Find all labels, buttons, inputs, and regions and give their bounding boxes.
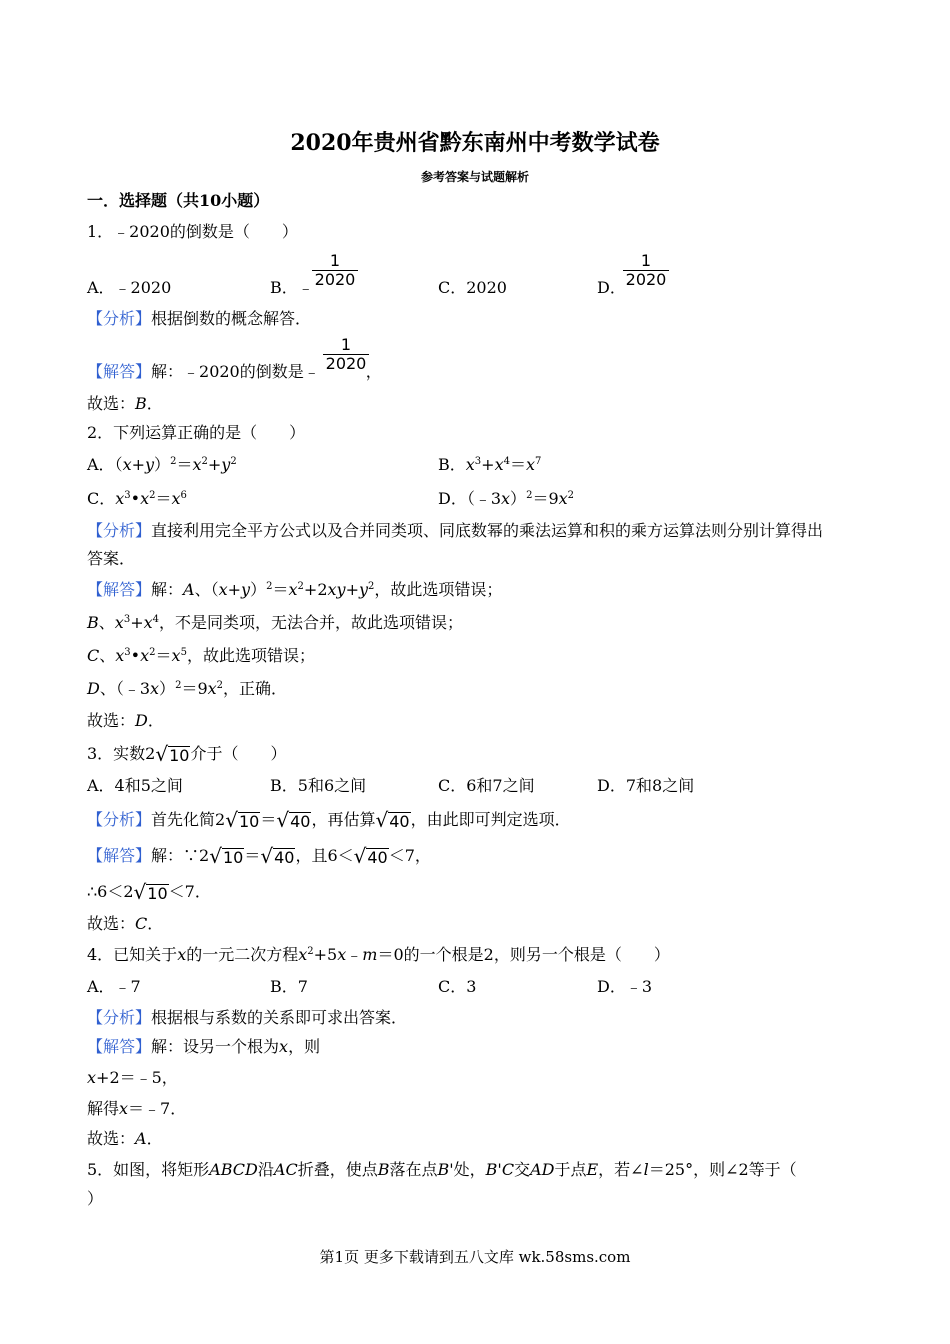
q4-choice: 故选：A． — [87, 1129, 163, 1148]
page-title: 2020年贵州省黔东南州中考数学试卷 — [290, 130, 660, 156]
q3-option-d: D．7和8之间 — [597, 776, 695, 795]
q2-option-a: A．$(x+y)^2=x^2+y^2$ — [87, 455, 237, 474]
section-heading: 一．选择题（共10小题） — [87, 191, 270, 210]
page-footer: 第1页 更多下载请到五八文库 wk.58sms.com — [319, 1248, 631, 1266]
sqrt-10: √10 — [155, 742, 190, 766]
q5-stem: 5．如图，将矩形ABCD沿AC折叠，使点B落在点B'处，B'C交AD于点E，若∠l＝25°，则∠2等于（ — [87, 1160, 797, 1179]
q3-choice: 故选：C． — [87, 914, 164, 933]
q3-analysis: 【分析】首先化简2√10＝√40，再估算√40，由此即可判定选项． — [87, 808, 571, 832]
q2-option-d: D．$(﹣3x)^2=9x^2$ — [438, 489, 575, 508]
q3-option-b: B．5和6之间 — [270, 776, 367, 795]
q4-solution-step2: 解得x＝﹣7． — [87, 1099, 187, 1118]
q1-analysis: 【分析】根据倒数的概念解答． — [87, 309, 312, 328]
q2-analysis: 【分析】直接利用完全平方公式以及合并同类项、同底数幂的乘法运算和积的乘方运算法则分别计算得出 — [87, 521, 824, 540]
q4-solution: 【解答】解：设另一个根为x，则 — [87, 1037, 321, 1056]
q3-stem: 3．实数2√10介于（ ） — [87, 742, 287, 766]
q2-choice: 故选：D． — [87, 711, 164, 730]
q4-option-a: A．﹣7 — [87, 977, 141, 996]
page-subtitle: 参考答案与试题解析 — [420, 170, 529, 184]
q1-option-a: A．﹣2020 — [87, 278, 172, 297]
q2-analysis-cont: 答案． — [87, 549, 136, 568]
q2-solution-b: B、$x^3+x^4$，不是同类项，无法合并，故此选项错误； — [87, 613, 464, 632]
q1-solution-fraction: 1 2020 — [323, 336, 369, 373]
q3-option-a: A．4和5之间 — [87, 776, 183, 795]
q2-solution-c: C、$x^3•x^2=x^5$，故此选项错误； — [87, 646, 315, 665]
q2-option-b: B．$x^3+x^4=x^7$ — [438, 455, 542, 474]
q2-solution-a: 【解答】解：A、$(x+y)^2=x^2+2xy+y^2$，故此选项错误； — [87, 580, 503, 599]
q4-option-d: D．﹣3 — [597, 977, 653, 996]
q2-stem: 2．下列运算正确的是（ ） — [87, 423, 306, 442]
q3-option-c: C．6和7之间 — [438, 776, 535, 795]
q1-option-b-fraction: 1 2020 — [312, 252, 358, 289]
q4-stem: 4．已知关于x的一元二次方程$x^2+5x﹣m=0$的一个根是2，则另一个根是（ ） — [87, 945, 670, 964]
q4-option-c: C．3 — [438, 977, 477, 996]
q1-choice: 故选：B． — [87, 394, 163, 413]
q1-option-c: C．2020 — [438, 278, 507, 297]
q5-stem-cont: ） — [87, 1189, 104, 1208]
q2-option-c: C．$x^3•x^2=x^6$ — [87, 489, 187, 508]
q4-option-b: B．7 — [270, 977, 308, 996]
q1-stem: 1．﹣2020的倒数是（ ） — [87, 222, 298, 241]
q4-analysis: 【分析】根据根与系数的关系即可求出答案． — [87, 1008, 408, 1027]
q1-solution: 【解答】解：﹣2020的倒数是﹣ ， — [87, 362, 382, 381]
q2-solution-d: D、$(﹣3x)^2=9x^2$，正确． — [87, 679, 288, 698]
q1-option-d: D． — [597, 278, 626, 297]
q1-option-d-fraction: 1 2020 — [623, 252, 669, 289]
q3-solution: 【解答】解：∵2√10＝√40，且6＜√40＜7， — [87, 844, 431, 868]
q1-option-b: B．﹣ — [270, 278, 314, 297]
q4-solution-step1: x+2＝﹣5， — [87, 1068, 178, 1087]
q3-solution-conclusion: ∴6＜2√10＜7． — [87, 880, 211, 904]
